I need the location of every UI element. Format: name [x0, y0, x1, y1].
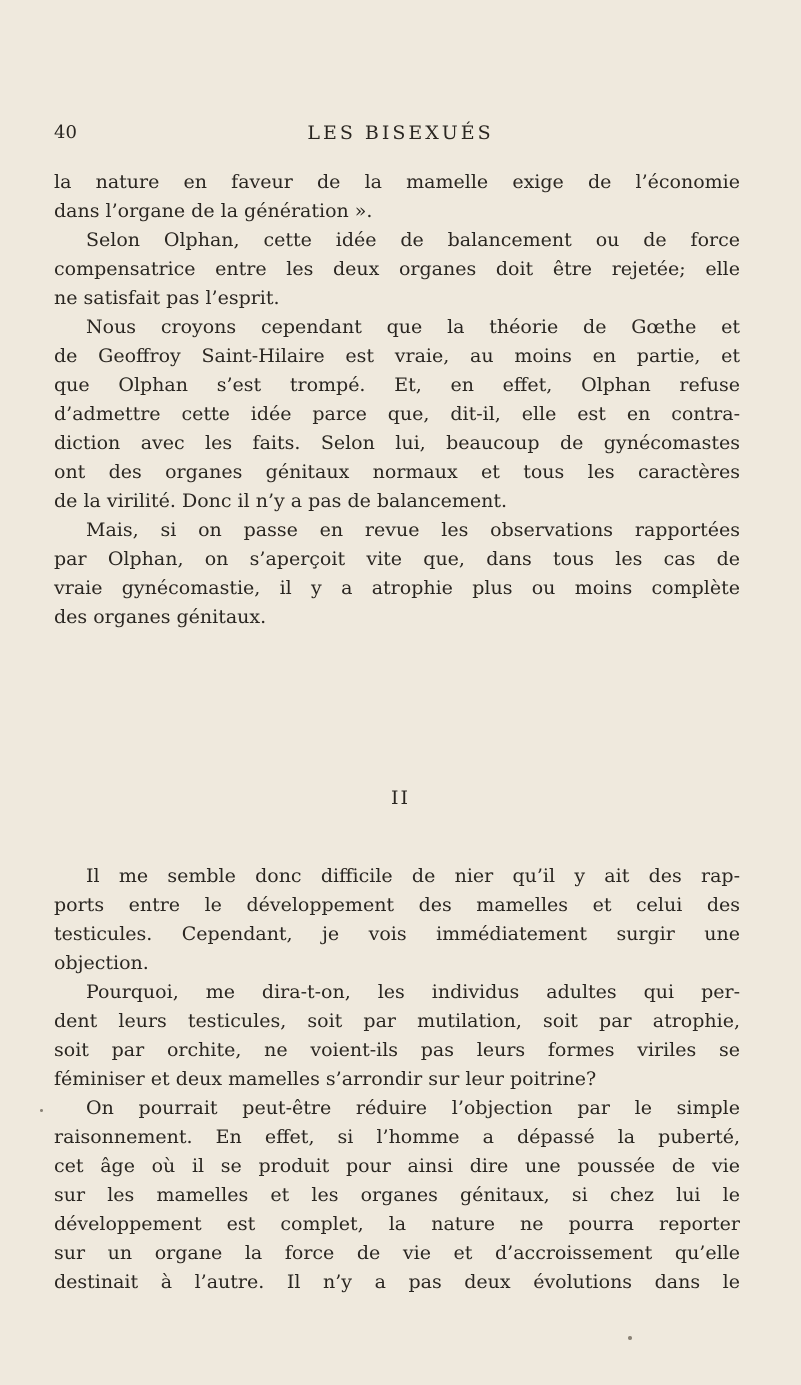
text-line: que Olphan s’est trompé. Et, en effet, Olphan refuse	[54, 374, 740, 396]
text-line: ports entre le développement des mamelles et celui des	[54, 894, 740, 916]
text-line: cet âge où il se produit pour ainsi dire une poussée de vie	[54, 1155, 740, 1177]
text-line: par Olphan, on s’aperçoit vite que, dans tous les cas de	[54, 548, 740, 570]
text-line: On pourrait peut-être réduire l’objection par le simple	[86, 1097, 740, 1119]
text-line: dans l’organe de la génération ».	[54, 200, 373, 222]
text-line: Pourquoi, me dira-t-on, les individus adultes qui per-	[86, 981, 740, 1003]
text-line: de la virilité. Donc il n’y a pas de balancement.	[54, 490, 508, 512]
text-line: ne satisfait pas l’esprit.	[54, 287, 280, 309]
text-line: de Geoffroy Saint-Hilaire est vraie, au moins en partie, et	[54, 345, 740, 367]
text-line: diction avec les faits. Selon lui, beaucoup de gynécomastes	[54, 432, 740, 454]
text-line: des organes génitaux.	[54, 606, 267, 628]
text-line: la nature en faveur de la mamelle exige de l’économie	[54, 171, 740, 193]
text-line: soit par orchite, ne voient-ils pas leurs formes viriles se	[54, 1039, 740, 1061]
text-line: Mais, si on passe en revue les observations rapportées	[86, 519, 740, 541]
text-line: destinait à l’autre. Il n’y a pas deux évolutions dans le	[54, 1271, 740, 1293]
paper-speck	[628, 1336, 632, 1340]
text-line: d’admettre cette idée parce que, dit-il, elle est en contra-	[54, 403, 740, 425]
text-line: ont des organes génitaux normaux et tous les caractères	[54, 461, 740, 483]
text-line: Selon Olphan, cette idée de balancement ou de force	[86, 229, 740, 251]
section-number: II	[390, 787, 410, 809]
text-line: objection.	[54, 952, 149, 974]
text-line: sur les mamelles et les organes génitaux, si chez lui le	[54, 1184, 740, 1206]
text-line: Nous croyons cependant que la théorie de Gœthe et	[86, 316, 740, 338]
text-line: Il me semble donc difficile de nier qu’il y ait des rap-	[86, 865, 740, 887]
text-line: dent leurs testicules, soit par mutilation, soit par atrophie,	[54, 1010, 740, 1032]
text-line: sur un organe la force de vie et d’accroissement qu’elle	[54, 1242, 740, 1264]
text-block-2	[54, 862, 740, 1297]
running-title: LES BISEXUÉS	[307, 122, 494, 144]
text-line: compensatrice entre les deux organes doit être rejetée; elle	[54, 258, 740, 280]
text-block-1	[54, 168, 740, 632]
text-line: développement est complet, la nature ne pourra reporter	[54, 1213, 740, 1235]
page-number: 40	[54, 122, 77, 143]
text-line: testicules. Cependant, je vois immédiatement surgir une	[54, 923, 740, 945]
text-line: vraie gynécomastie, il y a atrophie plus ou moins complète	[54, 577, 740, 599]
text-line: féminiser et deux mamelles s’arrondir sur leur poitrine?	[54, 1068, 597, 1090]
paper-speck	[40, 1109, 43, 1112]
page-header	[0, 122, 801, 150]
text-line: raisonnement. En effet, si l’homme a dépassé la puberté,	[54, 1126, 740, 1148]
